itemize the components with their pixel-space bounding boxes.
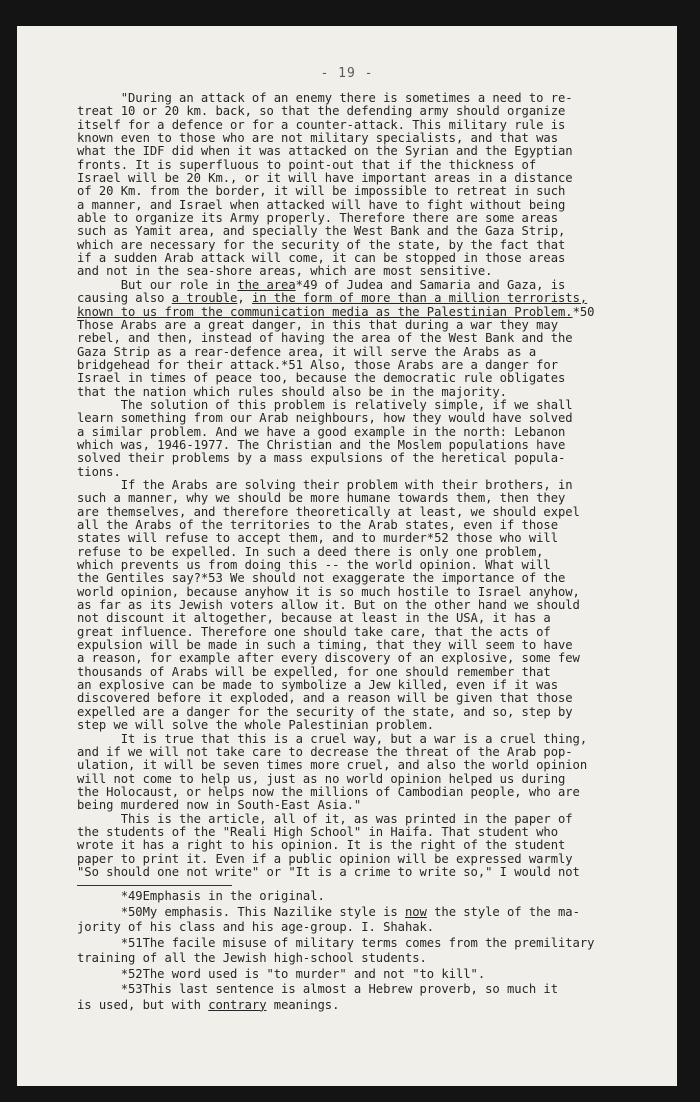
footnotes	[77, 889, 649, 1013]
text-line: such a manner, why we should be more humane towards them, then they	[77, 492, 566, 506]
footnote-line: jority of his class and his age-group. I. Shahak.	[77, 920, 435, 935]
text-line: of 20 Km. from the border, it will be impossible to retreat in such	[77, 185, 566, 199]
footnote-line: *53This last sentence is almost a Hebrew proverb, so much it	[77, 982, 558, 997]
text-line: treat 10 or 20 km. back, so that the defending army should organize	[77, 105, 566, 119]
text-line: the students of the "Reali High School" in Haifa. That student who	[77, 825, 558, 839]
text-line: if a sudden Arab attack will come, it can be stopped in those areas	[77, 252, 566, 266]
text-line: great influence. Therefore one should take care, that the acts of	[77, 625, 551, 639]
text-line: expelled are a danger for the security of the state, and so, step by	[77, 705, 573, 719]
text-line: an explosive can be made to symbolize a Jew killed, even if it was	[77, 679, 558, 693]
footnote-line: *51The facile misuse of military terms comes from the premilitary	[77, 935, 595, 950]
document-page	[17, 26, 677, 1086]
text-line: If the Arabs are solving their problem with their brothers, in	[77, 478, 573, 492]
footnote-line: is used, but with contrary meanings.	[77, 997, 340, 1012]
text-line: ulation, it will be seven times more cruel, and also the world opinion	[77, 759, 588, 773]
text-line: The solution of this problem is relatively simple, if we shall	[77, 398, 573, 412]
text-line: paper to print it. Even if a public opinion will be expressed warmly	[77, 852, 573, 866]
text-line: But our role in the area*49 of Judea and Samaria and Gaza, is	[77, 278, 566, 292]
article-text	[77, 92, 649, 879]
text-line: are themselves, and therefore theoretically at least, we should expel	[77, 505, 580, 519]
text-line: the Holocaust, or helps now the millions of Cambodian people, who are	[77, 785, 580, 799]
text-line: itself for a defence or for a counter-attack. This military rule is	[77, 118, 566, 132]
text-line: will not come to help us, just as no world opinion helped us during	[77, 772, 566, 786]
text-line: and not in the sea-shore areas, which are most sensitive.	[77, 265, 493, 279]
text-line: Gaza Strip as a rear-defence area, it will serve the Arabs as a	[77, 345, 537, 359]
text-line: all the Arabs of the territories to the Arab states, even if those	[77, 519, 558, 532]
text-line: as far as its Jewish voters allow it. But on the other hand we should	[77, 599, 580, 613]
footnote-line: *49Emphasis in the original.	[77, 889, 325, 904]
text-line: learn something from our Arab neighbours, how they would have solved	[77, 412, 573, 426]
text-line: and if we will not take care to decrease the threat of the Arab pop-	[77, 745, 573, 759]
text-line: tions.	[77, 465, 121, 479]
text-line: Those Arabs are a great danger, in this that during a war they may	[77, 318, 558, 332]
text-line: fronts. It is superfluous to point-out that if the thickness of	[77, 158, 537, 172]
text-line: thousands of Arabs will be expelled, for one should remember that	[77, 665, 551, 679]
text-line: being murdered now in South-East Asia."	[77, 799, 362, 813]
text-line: world opinion, because anyhow it is so much hostile to Israel anyhow,	[77, 585, 580, 599]
text-line: which are necessary for the security of the state, by the fact that	[77, 238, 566, 252]
text-line: not discount it altogether, because at least in the USA, it has a	[77, 612, 551, 626]
footnote-line: *52The word used is "to murder" and not "to kill".	[77, 966, 486, 981]
footnote-line: *50My emphasis. This Nazilike style is now the style of the ma-	[77, 904, 580, 919]
text-line: Israel will be 20 Km., or it will have important areas in a distance	[77, 172, 573, 186]
text-line: the Gentiles say?*53 We should not exaggerate the importance of the	[77, 572, 566, 586]
text-line: "So should one not write" or "It is a crime to write so," I would not	[77, 865, 580, 879]
text-line: which was, 1946-1977. The Christian and the Moslem populations have	[77, 438, 566, 452]
text-line: solved their problems by a mass expulsions of the heretical popula-	[77, 452, 566, 466]
article-body	[77, 92, 649, 1013]
text-line: This is the article, all of it, as was printed in the paper of	[77, 812, 573, 826]
text-line: able to organize its Army properly. Therefore there are some areas	[77, 212, 558, 226]
text-line: which prevents us from doing this -- the world opinion. What will	[77, 559, 551, 573]
text-line: step we will solve the whole Palestinian problem.	[77, 719, 435, 733]
page-number: - 19 -	[320, 66, 374, 81]
text-line: a manner, and Israel when attacked will have to fight without being	[77, 198, 566, 212]
text-line: rebel, and then, instead of having the area of the West Bank and the	[77, 332, 573, 346]
text-line: known even to those who are not military specialists, and that was	[77, 132, 558, 146]
text-line: a similar problem. And we have a good example in the north: Lebanon	[77, 425, 566, 439]
footnote-separator	[77, 885, 232, 886]
text-line: states will refuse to accept them, and to murder*52 those who will	[77, 532, 558, 546]
text-line: a reason, for example after every discovery of an explosive, some few	[77, 652, 580, 666]
text-line: It is true that this is a cruel way, but a war is a cruel thing,	[77, 732, 588, 746]
text-line: causing also a trouble, in the form of more than a million terrorists,	[77, 292, 588, 306]
text-line: that the nation which rules should also be in the majority.	[77, 385, 507, 399]
text-line: expulsion will be made in such a timing, that they will seem to have	[77, 639, 573, 653]
text-line: discovered before it exploded, and a reason will be given that those	[77, 692, 573, 706]
text-line: known to us from the communication media as the Palestinian Problem.*50	[77, 305, 595, 319]
footnote-line: training of all the Jewish high-school students.	[77, 951, 427, 966]
text-line: such as Yamit area, and specially the West Bank and the Gaza Strip,	[77, 225, 566, 239]
text-line: wrote it has a right to his opinion. It is the right of the student	[77, 839, 566, 853]
text-line: Israel in times of peace too, because the democratic rule obligates	[77, 372, 566, 386]
text-line: bridgehead for their attack.*51 Also, those Arabs are a danger for	[77, 358, 558, 372]
text-line: what the IDF did when it was attacked on the Syrian and the Egyptian	[77, 145, 573, 159]
text-line: refuse to be expelled. In such a deed there is only one problem,	[77, 545, 544, 559]
text-line: "During an attack of an enemy there is sometimes a need to re-	[77, 92, 573, 105]
